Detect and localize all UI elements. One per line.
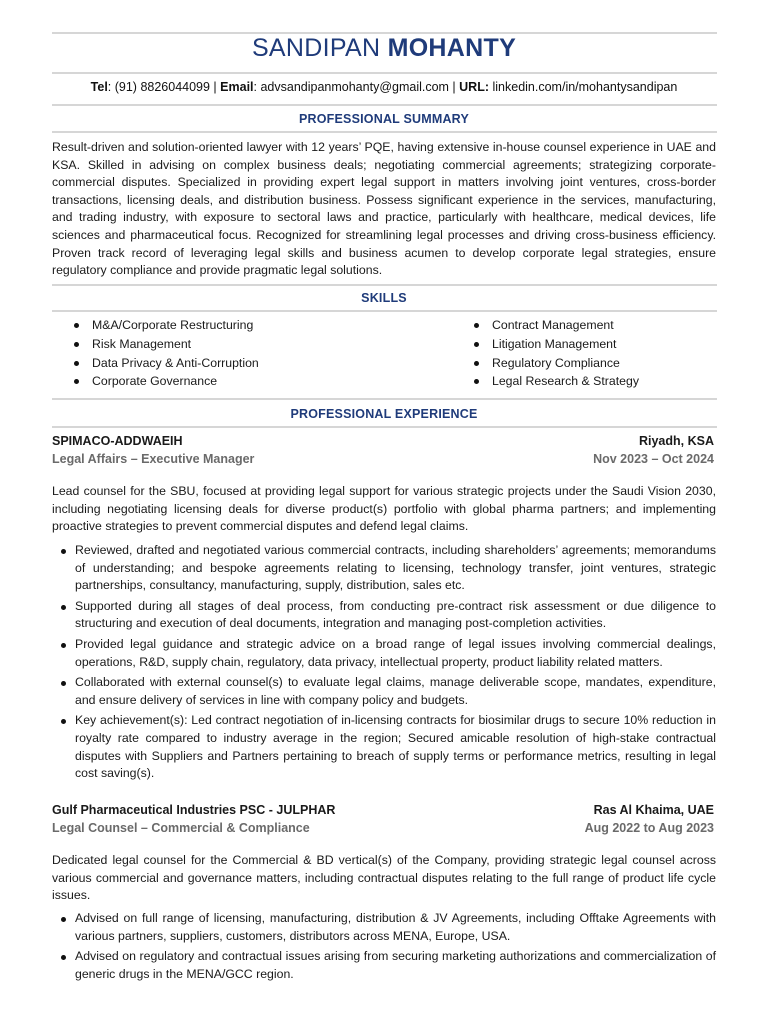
- last-name: MOHANTY: [387, 34, 517, 62]
- job-bullets: [52, 542, 716, 786]
- skill-item: Contract Management: [472, 316, 639, 335]
- skill-item: M&A/Corporate Restructuring: [72, 316, 259, 335]
- job-subheader: [52, 821, 714, 835]
- email-label: Email: [220, 80, 254, 94]
- experience-title: PROFESSIONAL EXPERIENCE: [290, 407, 478, 421]
- skill-item: Data Privacy & Anti-Corruption: [72, 354, 259, 373]
- job-dates: Aug 2022 to Aug 2023: [584, 821, 714, 835]
- job-role: Legal Affairs – Executive Manager: [52, 452, 255, 466]
- candidate-name: [0, 34, 768, 63]
- summary-title: PROFESSIONAL SUMMARY: [299, 112, 469, 126]
- job-header: [52, 434, 714, 448]
- tel-label: Tel: [90, 80, 108, 94]
- job-bullet: Key achievement(s): Led contract negotiation of in-licensing contracts for biosimilar drugs to secure 10% reduction in royalty rate compared to industry average in the region; Secured amicable resolution of high-stake contractual disputes with Suppliers and Partners pertaining to breach of supply terms or performance metrics, resulting in legal cost saving(s).: [52, 712, 716, 782]
- job-intro: Lead counsel for the SBU, focused at providing legal support for various strategic projects under the Saudi Vision 2030, including negotiating licensing deals for diverse product(s) portfolio with global pharma partners; and implementing proactive strategies to prevent commercial disputes and defend legal claims.: [52, 484, 716, 534]
- summary-text: Result-driven and solution-oriented lawyer with 12 years’ PQE, having extensive in-house counsel experience in UAE and KSA. Skilled in advising on complex business deals; negotiating commercial agreements; strategizing corporate-commercial disputes. Specialized in providing expert legal support in matters involving joint ventures, cross-border transactions, licensing deals, and distribution business. Possess significant experience in the services, manufacturing, and trading industry, with exposure to sectoral laws and practice, particularly with healthcare, medical devices, life sciences and pharmaceutical focus. Recognized for streamlining legal processes and driving cross-business efficiency. Proven track record of leveraging legal skills and business acumen to develop corporate legal strategies, ensure regulatory compliance and provide pragmatic legal solutions.: [52, 140, 716, 278]
- job-subheader: [52, 452, 714, 466]
- job-dates: Nov 2023 – Oct 2024: [593, 452, 714, 466]
- skills-divider-top: [52, 284, 717, 286]
- skill-item: Regulatory Compliance: [472, 354, 639, 373]
- job-bullet: Advised on full range of licensing, manufacturing, distribution & JV Agreements, including Offtake Agreements with various partners, suppliers, customers, distributors across MENA, Europe, USA.: [52, 910, 716, 945]
- tel-value: : (91) 8826044099 |: [107, 80, 221, 94]
- skills-divider-bottom: [52, 310, 717, 312]
- company-name: Gulf Pharmaceutical Industries PSC - JULPHAR: [52, 803, 336, 817]
- skills-left-column: [72, 316, 259, 391]
- job-location: Riyadh, KSA: [638, 434, 714, 448]
- url-label: URL:: [459, 80, 490, 94]
- skill-item: Risk Management: [72, 335, 259, 354]
- job-bullet: Supported during all stages of deal process, from conducting pre-contract risk assessment or due diligence to structuring and execution of deal documents, integration and managing post-completion activities.: [52, 598, 716, 633]
- job-bullet: Provided legal guidance and strategic advice on a broad range of legal issues involving commercial dealings, operations, R&D, supply chain, regulatory, data privacy, intellectual property, product liability related matters.: [52, 636, 716, 671]
- skill-item: Litigation Management: [472, 335, 639, 354]
- email-value: : advsandipanmohanty@gmail.com |: [253, 80, 460, 94]
- company-name: SPIMACO-ADDWAEIH: [52, 434, 183, 448]
- skill-item: Legal Research & Strategy: [472, 372, 639, 391]
- url-value: linkedin.com/in/mohantysandipan: [489, 80, 678, 94]
- experience-divider-top: [52, 398, 717, 400]
- skills-right-column: [472, 316, 639, 391]
- contact-line: [0, 80, 768, 94]
- job-bullets: [52, 910, 716, 986]
- job-role: Legal Counsel – Commercial & Compliance: [52, 821, 310, 835]
- name-divider: [52, 72, 717, 74]
- job-bullet: Advised on regulatory and contractual issues arising from securing marketing authorizations and commercialization of generic drugs in the MENA/GCC region.: [52, 948, 716, 983]
- job-bullet: Collaborated with external counsel(s) to evaluate legal claims, manage deliverable scope, mandates, expenditure, and ensure delivery of services in line with company policy and budgets.: [52, 674, 716, 709]
- job-intro: Dedicated legal counsel for the Commercial & BD vertical(s) of the Company, providing strategic legal counsel across various commercial and governance matters, including contractual disputes relating to the full range of product life cycle issues.: [52, 853, 716, 903]
- job-header: [52, 803, 714, 817]
- summary-divider-bottom: [52, 131, 717, 133]
- job-location: Ras Al Khaima, UAE: [593, 803, 714, 817]
- first-name: SANDIPAN: [251, 34, 381, 62]
- experience-divider-bottom: [52, 426, 717, 428]
- skill-item: Corporate Governance: [72, 372, 259, 391]
- job-bullet: Reviewed, drafted and negotiated various commercial contracts, including shareholders’ agreements; memorandums of understanding; and bespoke agreements relating to licensing, technology transfer, joint ventures, strategic partnerships, consultancy, manufacturing, supply, distribution, sales etc.: [52, 542, 716, 595]
- skills-title: SKILLS: [361, 291, 407, 305]
- summary-divider-top: [52, 104, 717, 106]
